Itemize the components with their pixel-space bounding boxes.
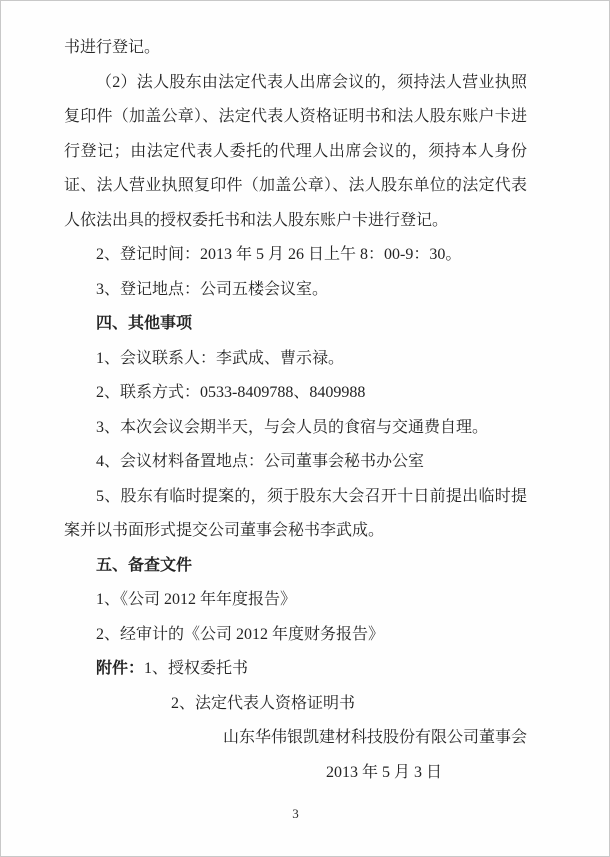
doc-annual-report: 1、《公司 2012 年年度报告》: [96, 591, 297, 608]
paragraph-legal-shareholder-registration: （2）法人股东由法定代表人出席会议的，须持法人营业执照复印件（加盖公章）、法定代表人资格证明书和法人股东账户卡进行登记；由法定代表人委托的代理人出席会议的，须持本人身份证、法人营业执照复印件（加盖公章）、法人股东单位的法定代表人依法出具的授权委托书和法人股东账户卡进行登记。: [64, 73, 527, 229]
signature-date: 2013 年 5 月 3 日: [325, 763, 442, 781]
item-contact-phone: 2、联系方式：0533-8409788、8409988: [96, 384, 366, 401]
item-interim-proposal: 5、股东有临时提案的，须于股东大会召开十日前提出临时提案并以书面形式提交公司董事会秘书李武成。: [64, 487, 527, 539]
attachments-label: 附件：: [96, 660, 145, 677]
attachment-item-2: 2、法定代表人资格证明书: [171, 694, 356, 712]
doc-financial-report: 2、经审计的《公司 2012 年度财务报告》: [96, 625, 385, 643]
page-number: 3: [292, 806, 299, 821]
paragraph-continuation: 书进行登记。: [64, 39, 161, 56]
heading-other-matters: 四、其他事项: [96, 315, 193, 332]
attachments-line: [64, 652, 527, 687]
item-meeting-duration: 3、本次会议会期半天，与会人员的食宿与交通费自理。: [96, 418, 489, 436]
item-materials-location: 4、会议材料备置地点：公司董事会秘书办公室: [96, 453, 425, 470]
item-registration-time: 2、登记时间：2013 年 5 月 26 日上午 8：00-9：30。: [96, 246, 462, 263]
item-registration-place: 3、登记地点：公司五楼会议室。: [96, 280, 329, 298]
heading-reference-documents: 五、备查文件: [96, 556, 193, 574]
attachment-item-1: 1、授权委托书: [144, 660, 249, 677]
item-meeting-contacts: 1、会议联系人：李武成、曹示禄。: [96, 349, 345, 367]
signature-company: 山东华伟银凯建材科技股份有限公司董事会: [222, 729, 527, 746]
